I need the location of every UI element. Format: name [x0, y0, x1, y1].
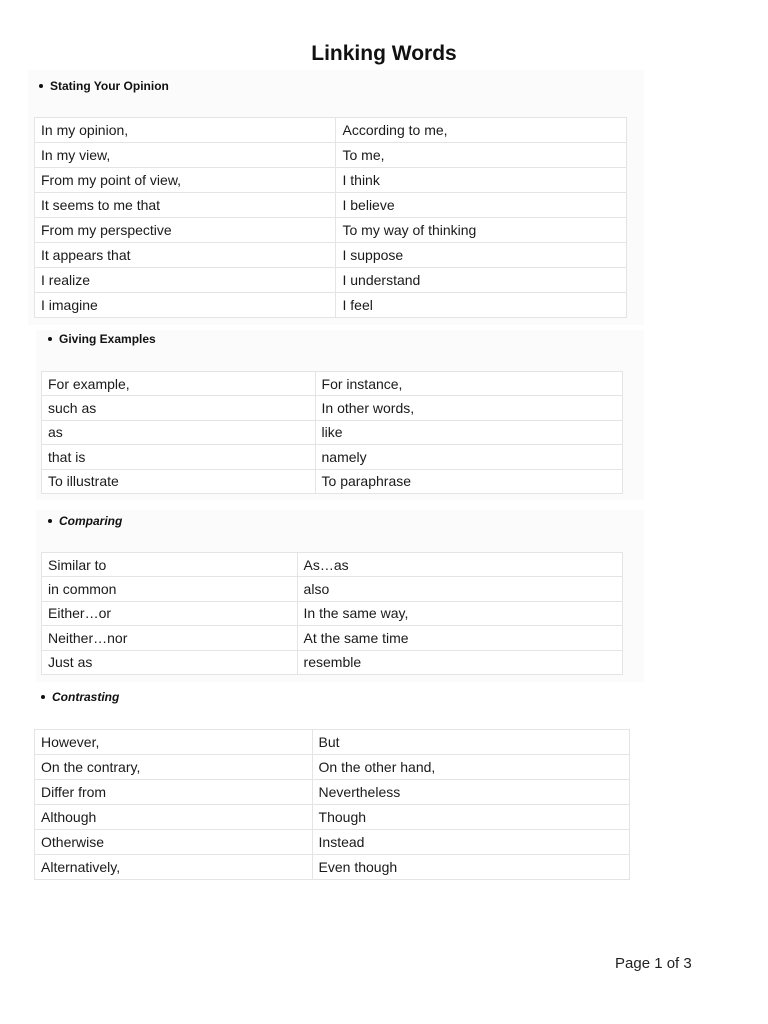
table-row — [35, 243, 627, 268]
table-row — [35, 293, 627, 318]
section-heading-examples — [48, 332, 156, 346]
linking-phrase-right: For instance, — [315, 372, 622, 396]
linking-phrase-left: that is — [42, 445, 316, 469]
section-heading-label: Comparing — [59, 514, 123, 528]
linking-phrase-right: To me, — [336, 143, 627, 168]
table-row — [35, 830, 630, 855]
page-title: Linking Words — [311, 42, 457, 65]
linking-phrase-right: I believe — [336, 193, 627, 218]
linking-phrase-right: On the other hand, — [312, 755, 629, 780]
linking-phrase-left: In my opinion, — [35, 118, 336, 143]
linking-phrase-right: I suppose — [336, 243, 627, 268]
table-row — [35, 855, 630, 880]
linking-phrase-right: To paraphrase — [315, 469, 622, 493]
linking-phrase-left: From my point of view, — [35, 168, 336, 193]
section-heading-comparing — [48, 514, 122, 528]
linking-phrase-left: On the contrary, — [35, 755, 313, 780]
table-row — [42, 445, 623, 469]
linking-phrase-right: I understand — [336, 268, 627, 293]
linking-phrase-left: in common — [42, 577, 298, 601]
linking-phrase-right: Though — [312, 805, 629, 830]
linking-phrase-left: Otherwise — [35, 830, 313, 855]
linking-phrase-right: Nevertheless — [312, 780, 629, 805]
linking-phrase-left: To illustrate — [42, 469, 316, 493]
table-row — [35, 730, 630, 755]
linking-phrase-left: I realize — [35, 268, 336, 293]
linking-phrase-left: as — [42, 420, 316, 444]
linking-phrase-right: To my way of thinking — [336, 218, 627, 243]
table-row — [42, 577, 623, 601]
table-row — [42, 601, 623, 625]
linking-phrase-right: also — [297, 577, 622, 601]
bullet-icon — [48, 519, 52, 523]
linking-phrase-right: In the same way, — [297, 601, 622, 625]
table-row — [35, 193, 627, 218]
linking-phrase-right: Instead — [312, 830, 629, 855]
linking-phrase-left: Either…or — [42, 601, 298, 625]
table-row — [35, 143, 627, 168]
linking-phrase-left: Alternatively, — [35, 855, 313, 880]
bullet-icon — [48, 337, 52, 341]
table-row — [42, 372, 623, 396]
section-heading-contrasting — [41, 690, 119, 704]
bullet-icon — [39, 84, 43, 88]
section-heading-label: Giving Examples — [59, 332, 156, 346]
linking-phrase-left: Neither…nor — [42, 626, 298, 650]
table-row — [35, 168, 627, 193]
linking-phrase-left: From my perspective — [35, 218, 336, 243]
table-row — [35, 780, 630, 805]
linking-phrase-left: I imagine — [35, 293, 336, 318]
table-row — [42, 553, 623, 577]
section-heading-label: Stating Your Opinion — [50, 79, 169, 93]
linking-phrase-right: Even though — [312, 855, 629, 880]
linking-phrase-right: namely — [315, 445, 622, 469]
table-row — [35, 118, 627, 143]
table-row — [35, 755, 630, 780]
comparing-table — [41, 552, 623, 675]
table-row — [35, 268, 627, 293]
table-row — [42, 396, 623, 420]
linking-phrase-right: In other words, — [315, 396, 622, 420]
linking-phrase-left: Although — [35, 805, 313, 830]
linking-phrase-left: In my view, — [35, 143, 336, 168]
linking-phrase-left: For example, — [42, 372, 316, 396]
linking-phrase-left: However, — [35, 730, 313, 755]
section-heading-opinion — [39, 79, 169, 93]
contrasting-table — [34, 729, 630, 880]
table-row — [35, 805, 630, 830]
linking-phrase-right: I feel — [336, 293, 627, 318]
section-heading-label: Contrasting — [52, 690, 120, 704]
table-row — [35, 218, 627, 243]
examples-table — [41, 371, 623, 494]
table-row — [42, 650, 623, 674]
linking-phrase-right: At the same time — [297, 626, 622, 650]
linking-phrase-left: Similar to — [42, 553, 298, 577]
linking-phrase-left: Differ from — [35, 780, 313, 805]
linking-phrase-left: It appears that — [35, 243, 336, 268]
table-row — [42, 420, 623, 444]
linking-phrase-right: According to me, — [336, 118, 627, 143]
linking-phrase-left: such as — [42, 396, 316, 420]
linking-phrase-left: Just as — [42, 650, 298, 674]
bullet-icon — [41, 695, 45, 699]
linking-phrase-right: I think — [336, 168, 627, 193]
table-row — [42, 469, 623, 493]
table-row — [42, 626, 623, 650]
page-number: Page 1 of 3 — [615, 955, 692, 972]
linking-phrase-right: But — [312, 730, 629, 755]
linking-phrase-right: resemble — [297, 650, 622, 674]
opinion-table — [34, 117, 627, 318]
linking-phrase-right: As…as — [297, 553, 622, 577]
linking-phrase-left: It seems to me that — [35, 193, 336, 218]
linking-phrase-right: like — [315, 420, 622, 444]
